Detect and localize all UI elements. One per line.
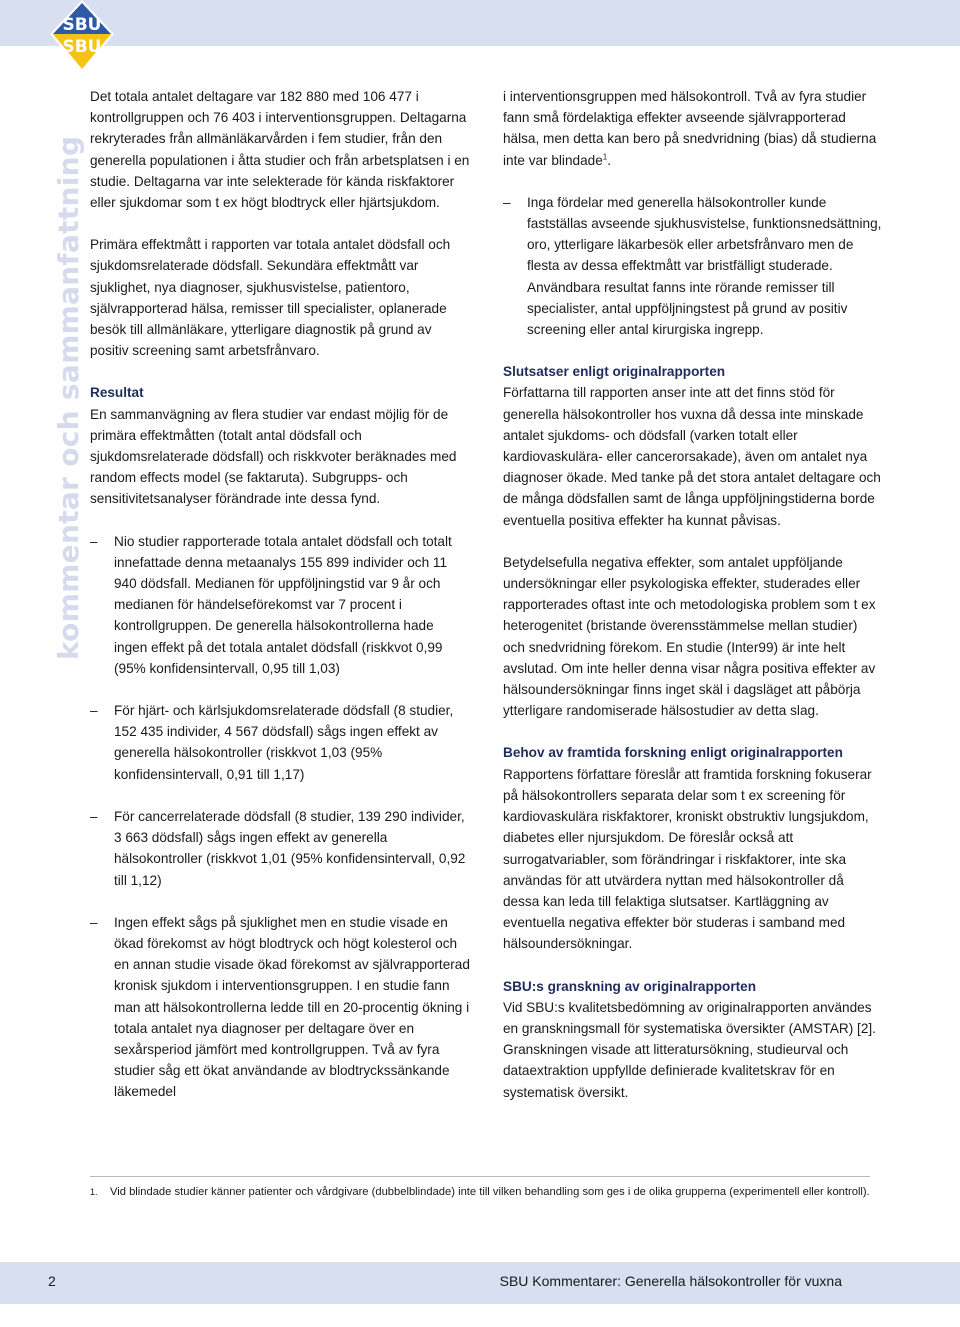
outcomes-paragraph: Primära effektmått i rapporten var totala antalet dödsfall och sjukdomsrelaterade dödsfall. Sekundära effektmått var sjuklighet, nya diagnoser, sjukhusvistelse, patientoro, självrapporterad hälsa, remisser till specialister, oplanerade besök till allmänläkare, ytterligare diagnostik på grund av positiv screening samt arbetsfrånvaro. <box>90 237 451 359</box>
list-item-text: För hjärt- och kärlsjukdomsrelaterade dödsfall (8 studier, 152 435 individer, 4 567 dödsfall) sågs ingen effekt av generella hälsokontroller (riskkvot 1,03 (95% konfidensintervall, 0,91 till 1,17) <box>114 703 454 782</box>
research-paragraph: Rapportens författare föreslår att framtida forskning fokuserar på hälsokontrollers separata delar som t ex screening för kardiovaskulära riskfaktorer, kroniskt obstruktiv lungsjukdom, diabetes eller njursjukdom. De föreslår också att surrogatvariabler, som förändringar i riskfaktorer, inte ska användas för att utvärdera nyttan med hälsokontroller då dessa kan leda till felaktiga slutsatser. Kartläggning av eventuella negativa effekter bör studeras i samband med hälsoundersökningar. <box>503 766 872 952</box>
footnote-reference: 1 <box>602 152 608 162</box>
conclusions-paragraph: Författarna till rapporten anser inte att det finns stöd för generella hälsokontroller hos vuxna då dessa inte minskade antalet sjukdoms- och dödsfall (varken totalt eller kardiovaskulära- eller cancerorsakade), även om antalet nya diagnoser ökade. Med tanke på det stora antalet deltagare och de många dödsfallen samt de långa uppföljningstiderna borde eventuella positiva effekter ha kunnat påvisas. <box>503 385 881 528</box>
list-item <box>90 700 470 785</box>
dash-bullet-icon: – <box>90 703 98 719</box>
right-column <box>503 86 883 1124</box>
results-paragraph: En sammanvägning av flera studier var endast möjlig för de primära effektmåtten (totalt antal dödsfall och sjukdomsrelaterade dödsfall) och riskkvoter beräknades med random effects model (se faktaruta). Subgrupps- och sensitivitetsanalyser förändrade inte dessa fynd. <box>90 406 457 507</box>
dash-bullet-icon: – <box>503 194 511 210</box>
intro-paragraph: Det totala antalet deltagare var 182 880 med 106 477 i kontrollgruppen och 76 403 i interventionsgruppen. Deltagarna rekryterades från allmänläkarvården i fem studier, från den generella populationen i åtta studier och från arbetsplatsen i en studie. Deltagarna var inte selekterade för kända riskfaktorer eller sjukdomar som t ex högt blodtryck eller hjärtsjukdom. <box>90 89 470 211</box>
dash-bullet-icon: – <box>90 808 98 824</box>
continuation-end: . <box>607 152 611 168</box>
negative-effects-paragraph: Betydelsefulla negativa effekter, som antalet uppföljande undersökningar eller psykologiska effekter, studerades eller rapporterades oftast inte och metodologiska problem som t ex heterogenitet (bristande överensstämmelse mellan studier) och snedvridning förekom. En studie (Inter99) är inte helt avslutad. Om inte heller denna visar några positiva effekter av hälsoundersökningar finns inget skäl i dagsläget att påbörja ytterligare randomiserade hälsostudier av detta slag. <box>503 554 876 719</box>
conclusions-heading: Slutsatser enligt originalrapporten <box>503 364 726 380</box>
footnote <box>90 1184 870 1200</box>
continuation-text: i interventionsgruppen med hälsokontroll. Två av fyra studier fann små fördelaktiga effekter avseende självrapporterad hälsa, men detta kan bero på snedvridning (bias) då studierna inte var blindade <box>503 89 877 168</box>
list-item-text: För cancerrelaterade dödsfall (8 studier, 139 290 individer, 3 663 dödsfall) sågs ingen effekt av generella hälsokontroller (riskkvot 1,01 (95% konfidensintervall, 0,92 till 1,12) <box>114 808 466 888</box>
page-number: 2 <box>48 1273 56 1289</box>
research-heading: Behov av framtida forskning enligt originalrapporten <box>503 745 843 761</box>
continuation-paragraph <box>503 86 883 171</box>
dash-bullet-icon: – <box>90 533 98 549</box>
sbu-logo <box>50 0 114 72</box>
review-heading: SBU:s granskning av originalrapporten <box>503 978 757 994</box>
results-list <box>90 531 470 1103</box>
footnote-text: Vid blindade studier känner patienter och vårdgivare (dubbelblindade) inte till vilken behandling som ges i de olika grupperna (experimentell eller kontroll). <box>110 1186 870 1198</box>
footnote-divider <box>90 1176 870 1177</box>
list-item-text: Ingen effekt sågs på sjuklighet men en studie visade en ökad förekomst av högt blodtryck och högt kolesterol och en annan studie visade ökad förekomst av självrapporterad kronisk sjukdom i interventionsgruppen. I en studie fann man att hälsokontrollerna ledde till en 20-procentig ökning i totala antalet nya diagnoser per deltagare över en sexårsperiod jämfört med kontrollgruppen. Två av fyra studier såg ett ökat användande av blodtryckssänkande läkemedel <box>114 914 470 1100</box>
footnote-number: 1. <box>90 1187 98 1197</box>
logo-text-bottom: SBU <box>62 37 102 57</box>
left-column <box>90 86 470 1124</box>
list-item-text: Nio studier rapporterade totala antalet dödsfall och totalt innefattade denna metaanalys 155 899 individer och 11 940 dödsfall. Medianen för uppföljningstid var 9 år och medianen för händelseförekomst var 7 procent i kontrollgruppen. De generella hälsokontrollerna hade ingen effekt på det totala antalet dödsfall (riskkvot 0,99 (95% konfidensintervall, 0,95 till 1,03) <box>114 533 452 676</box>
dash-bullet-icon: – <box>90 914 98 930</box>
list-item <box>503 192 883 340</box>
vertical-section-title: kommentar och sammanfattning <box>52 135 85 660</box>
list-item <box>90 806 470 891</box>
results-heading: Resultat <box>90 385 144 401</box>
review-paragraph: Vid SBU:s kvalitetsbedömning av originalrapporten användes en granskningsmall för systematiska översikter (AMSTAR) [2]. Granskningen visade att litteratursökning, studieurval och dataextraktion uppfyllde definierade kvalitetskrav för en systematisk översikt. <box>503 999 876 1100</box>
effects-list <box>503 192 883 340</box>
list-item <box>90 531 470 679</box>
list-item <box>90 912 470 1103</box>
running-title: SBU Kommentarer: Generella hälsokontroller för vuxna <box>499 1273 842 1289</box>
list-item-text: Inga fördelar med generella hälsokontroller kunde fastställas avseende sjukhusvistelse, funktionsnedsättning, oro, ytterligare läkarbesök eller arbetsfrånvaro men de flesta av dessa effektmått var bristfälligt studerade. Användbara resultat fanns inte rörande remisser till specialister, antal uppföljningstest på grund av positiv screening eller antal kirurgiska ingrepp. <box>527 194 882 338</box>
header-band <box>0 0 960 46</box>
logo-text-top: SBU <box>62 15 102 35</box>
